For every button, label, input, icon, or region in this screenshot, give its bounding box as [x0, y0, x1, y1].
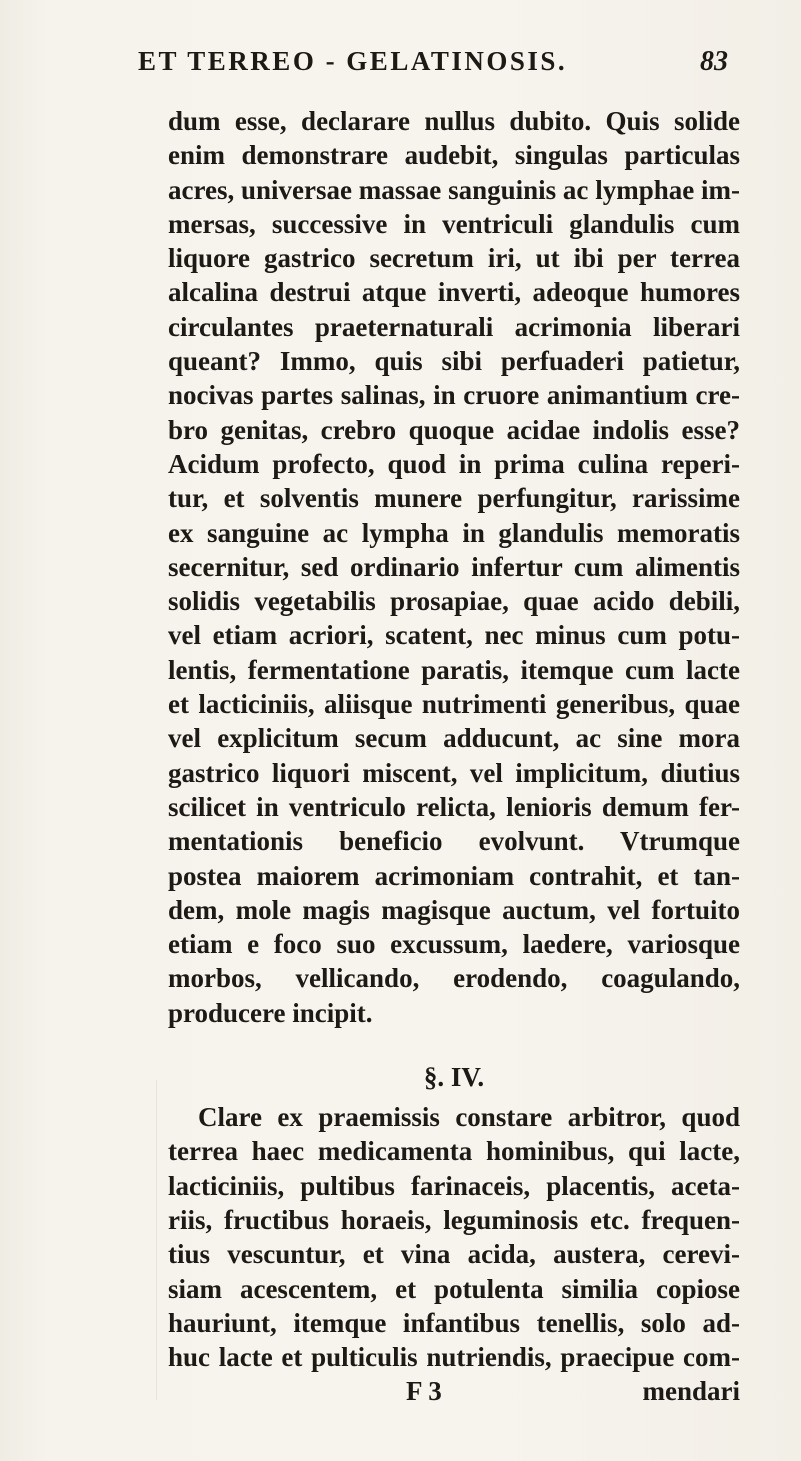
text-line: nocivas partes salinas, in cruore animantium cre- — [168, 380, 740, 411]
body-text — [168, 104, 740, 1409]
text-line: solidis vegetabilis prosapiae, quae acido debili, — [168, 586, 740, 617]
text-line: alcalina destrui atque inverti, adeoque humores — [168, 277, 740, 308]
text-line: circulantes praeternaturali acrimonia liberari — [168, 311, 740, 342]
paragraph-2 — [168, 1100, 740, 1374]
text-line: Clare ex praemissis constare arbitror, quod — [198, 1102, 740, 1133]
text-line: lacticiniis, pultibus farinaceis, placentis, aceta- — [168, 1170, 740, 1201]
text-line: postea maiorem acrimoniam contrahit, et tan- — [168, 860, 740, 891]
text-line: mentationis beneficio evolvunt. Vtrumque — [168, 826, 740, 857]
text-line: etiam e foco suo excussum, laedere, variosque — [168, 929, 740, 960]
text-line: acres, universae massae sanguinis ac lymphae im- — [168, 174, 740, 205]
text-line: gastrico liquori miscent, vel implicitum, diutius — [168, 757, 740, 788]
text-line: producere incipit. — [168, 997, 373, 1028]
paragraph-1 — [168, 104, 740, 1030]
text-line: morbos, vellicando, erodendo, coagulando, — [168, 963, 740, 994]
text-line: scilicet in ventriculo relicta, lenioris demum fer- — [168, 791, 740, 822]
text-line: terrea haec medicamenta hominibus, qui lacte, — [168, 1136, 740, 1167]
text-line: dum esse, declarare nullus dubito. Quis solide — [168, 106, 740, 136]
text-line: ex sanguine ac lympha in glandulis memoratis — [168, 517, 740, 548]
text-line: mersas, successive in ventriculi glandulis cum — [168, 208, 740, 239]
signature-mark: F 3 — [406, 1376, 442, 1407]
text-line: vel explicitum secum adducunt, ac sine mora — [168, 723, 740, 754]
text-line: hauriunt, itemque infantibus tenellis, solo ad- — [168, 1307, 740, 1338]
text-line: riis, fructibus horaeis, leguminosis etc. frequen- — [168, 1204, 740, 1235]
text-line: dem, mole magis magisque auctum, vel fortuito — [168, 894, 740, 925]
text-line: vel etiam acriori, scatent, nec minus cum potu- — [168, 620, 740, 651]
running-head — [138, 8, 728, 77]
text-line: siam acescentem, et potulenta similia copiose — [168, 1273, 740, 1304]
margin-shadow — [156, 1080, 157, 1400]
section-heading: §. IV. — [423, 1062, 485, 1093]
running-title: ET TERREO - GELATINOSIS. — [138, 46, 568, 76]
text-line: et lacticiniis, aliisque nutrimenti generibus, quae — [168, 689, 740, 720]
text-line: queant? Immo, quis sibi perfuaderi patietur, — [168, 346, 740, 377]
text-line: lentis, fermentatione paratis, itemque cum lacte — [168, 654, 740, 685]
text-line: liquore gastrico secretum iri, ut ibi per terrea — [168, 243, 740, 274]
text-line: Acidum profecto, quod in prima culina reperi- — [168, 448, 740, 479]
text-line: huc lacte et pulticulis nutriendis, praecipue com- — [168, 1342, 740, 1373]
text-line: tius vescuntur, et vina acida, austera, cerevi- — [168, 1239, 740, 1270]
text-line: tur, et solventis munere perfungitur, rarissime — [168, 483, 740, 514]
catchword: mendari — [642, 1376, 740, 1407]
text-line: enim demonstrare audebit, singulas particulas — [168, 140, 740, 171]
text-line: secernitur, sed ordinario infertur cum alimentis — [168, 551, 740, 582]
text-line: bro genitas, crebro quoque acidae indolis esse? — [168, 414, 740, 445]
page-footer — [168, 1374, 740, 1408]
page-number: 83 — [700, 46, 728, 77]
